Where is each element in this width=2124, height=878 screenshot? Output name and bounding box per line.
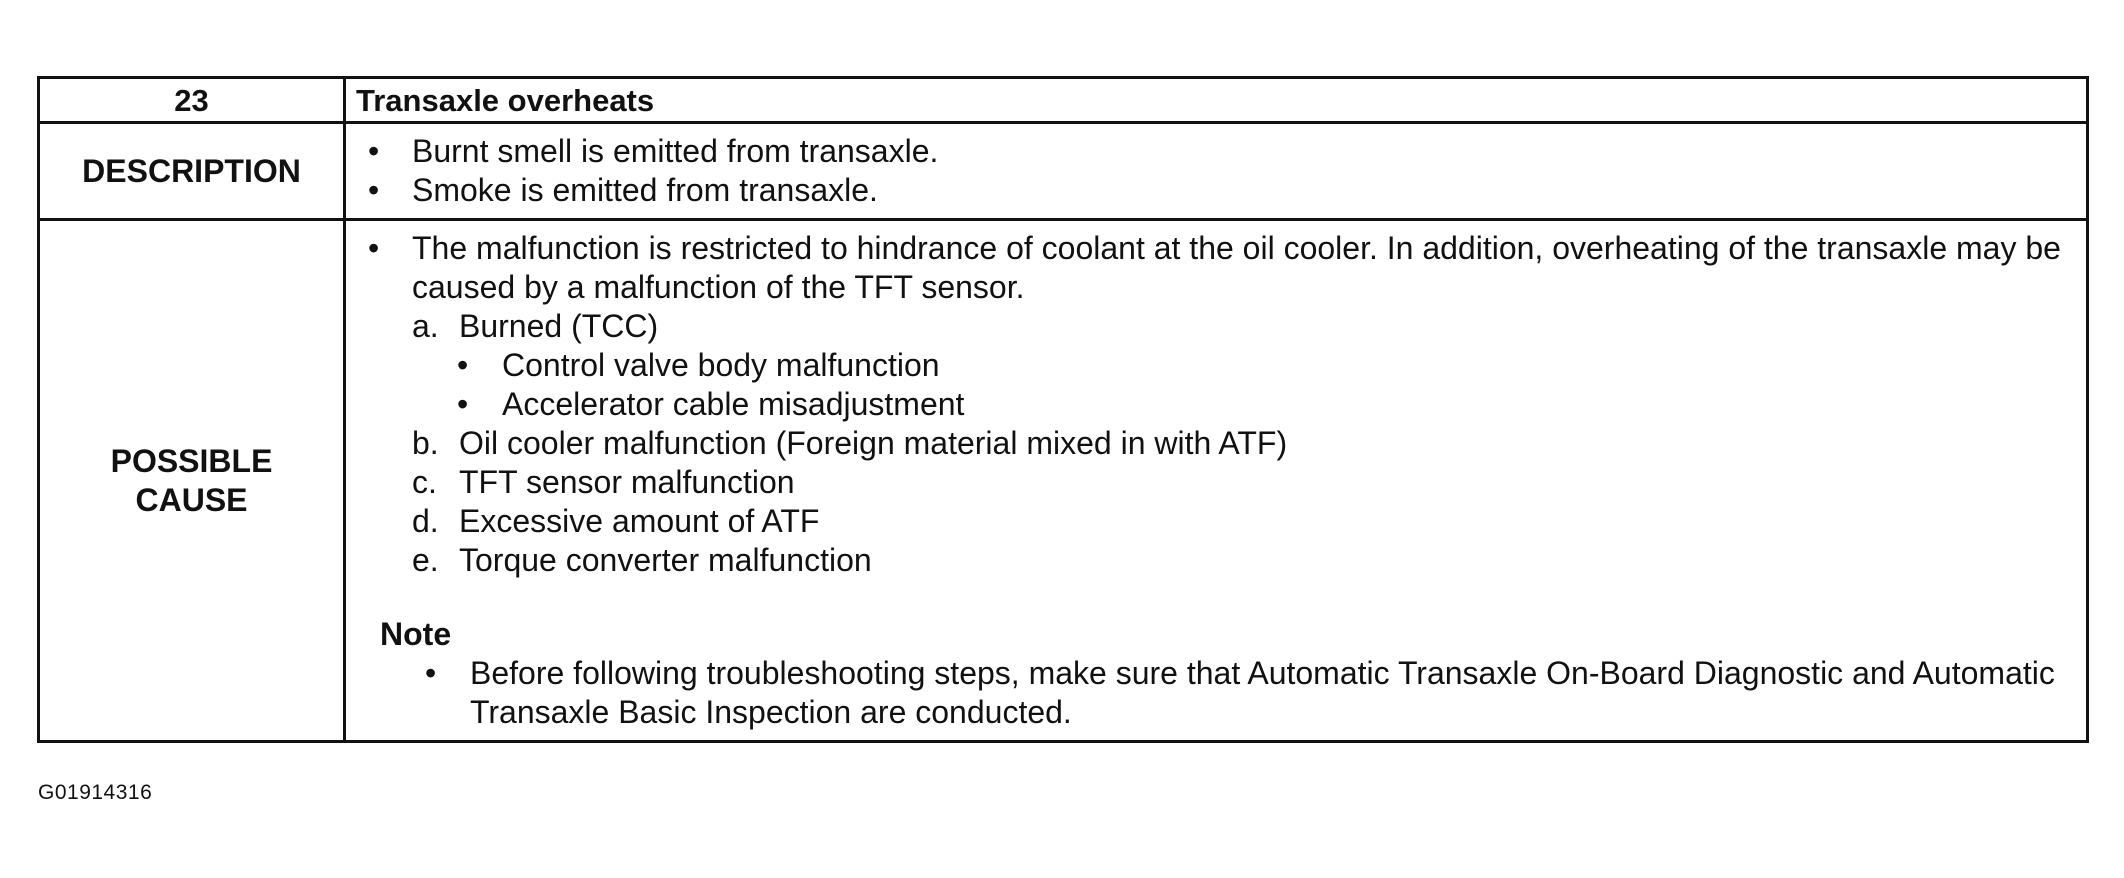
list-item — [412, 463, 2076, 502]
list-text: Torque converter malfunction — [459, 542, 872, 578]
description-list — [368, 132, 2076, 210]
list-item: • Smoke is emitted from transaxle. — [368, 171, 2076, 210]
symptom-title: Transaxle overheats — [345, 78, 2088, 123]
list-item: • Control valve body malfunction — [457, 346, 2076, 385]
figure-id: G01914316 — [38, 781, 153, 804]
note-block — [368, 615, 2076, 732]
list-text: Excessive amount of ATF — [459, 503, 820, 539]
list-letter: b. — [412, 425, 439, 461]
list-letter: d. — [412, 503, 439, 539]
list-item — [368, 229, 2076, 580]
list-item: • Before following troubleshooting steps, make sure that Automatic Transaxle On-Board Diagnostic and Automatic Transaxle Basic Inspection are conducted. — [425, 654, 2076, 732]
list-letter: e. — [412, 542, 439, 578]
possible-cause-label-line1: POSSIBLE — [110, 442, 273, 479]
cause-sublist-rest — [412, 424, 2076, 580]
list-letter: c. — [412, 464, 437, 500]
cause-a-sublist — [412, 346, 2076, 424]
cause-list — [368, 229, 2076, 580]
list-item — [412, 541, 2076, 580]
list-item — [412, 502, 2076, 541]
list-text: TFT sensor malfunction — [459, 464, 795, 500]
list-item — [412, 307, 2076, 346]
note-list — [380, 654, 2076, 732]
description-label: DESCRIPTION — [39, 123, 345, 220]
troubleshooting-table — [37, 76, 2089, 743]
symptom-number: 23 — [39, 78, 345, 123]
description-cell — [345, 123, 2088, 220]
list-item — [412, 424, 2076, 463]
possible-cause-cell — [345, 220, 2088, 742]
list-item: • Accelerator cable misadjustment — [457, 385, 2076, 424]
list-item: • Burnt smell is emitted from transaxle. — [368, 132, 2076, 171]
note-title: Note — [380, 616, 452, 652]
list-letter: a. — [412, 308, 439, 344]
possible-cause-label-line2: CAUSE — [135, 481, 248, 518]
cause-intro: • The malfunction is restricted to hindrance of coolant at the oil cooler. In addition, overheating of the transaxle may be caused by a malfunction of the TFT sensor. — [412, 230, 2061, 305]
description-row — [39, 123, 2088, 220]
possible-cause-row — [39, 220, 2088, 742]
cause-sublist — [412, 307, 2076, 346]
list-text: Oil cooler malfunction (Foreign material mixed in with ATF) — [459, 425, 1288, 461]
header-row — [39, 78, 2088, 123]
list-text: Burned (TCC) — [459, 308, 659, 344]
possible-cause-label — [39, 220, 345, 742]
